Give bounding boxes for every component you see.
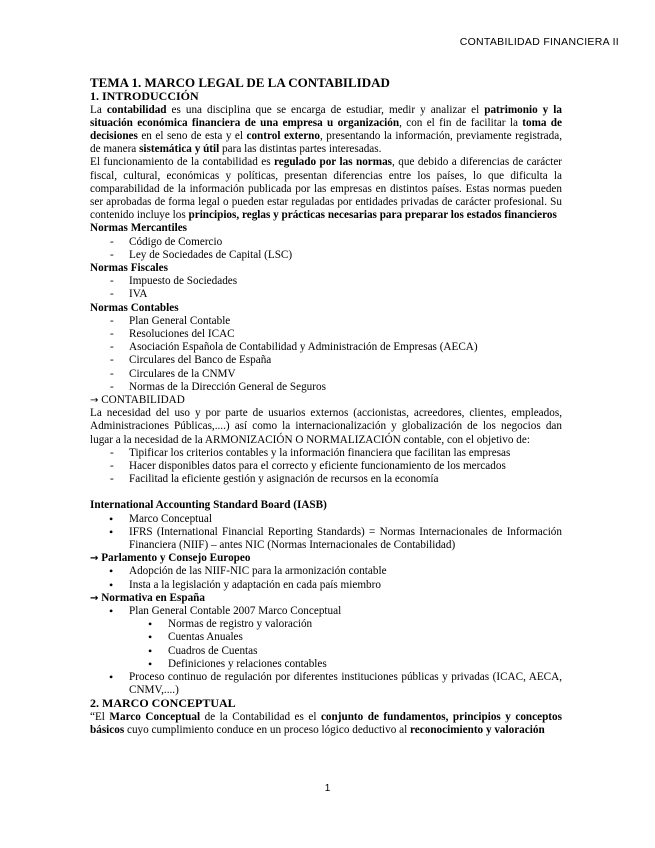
- normas-contables-heading: Normas Contables: [90, 301, 179, 314]
- iasb-list: [90, 513, 562, 553]
- list-item: - Ley de Sociedades de Capital (LSC): [90, 249, 562, 262]
- section-heading-marco-conceptual: 2. MARCO CONCEPTUAL: [90, 696, 236, 711]
- contabilidad-paragraph: La necesidad del uso y por parte de usuarios externos (accionistas, acreedores, clientes, empleados, Administraciones Públicas,....) así como la internacionalización y globalización de los negocios dan lugar a la necesidad de la ARMONIZACIÓN O NORMALIZACIÓN contable, con el objetivo de:: [90, 407, 562, 446]
- marco-conceptual-paragraph: “El Marco Conceptual de la Contabilidad es el conjunto de fundamentos, principios y conceptos básicos cuyo cumplimiento conduce en un proceso lógico deductivo al reconocimiento y valoración: [90, 710, 562, 737]
- list-item: - Plan General Contable: [90, 315, 562, 328]
- parlamento-heading: → Parlamento y Consejo Europeo: [90, 552, 251, 565]
- parlamento-list: [90, 565, 562, 591]
- list-item: - Facilitad la eficiente gestión y asignación de recursos en la economía: [90, 473, 562, 486]
- arrow-right-icon: →: [90, 394, 99, 406]
- list-item: • Cuadros de Cuentas: [90, 645, 562, 658]
- list-item: - Código de Comercio: [90, 236, 562, 249]
- list-item: • Insta a la legislación y adaptación en cada país miembro: [90, 579, 562, 592]
- normativa-sublist: [90, 618, 562, 671]
- list-item: • Normas de registro y valoración: [90, 618, 562, 631]
- document-title: TEMA 1. MARCO LEGAL DE LA CONTABILIDAD: [90, 75, 390, 90]
- arrow-right-icon: →: [90, 553, 99, 565]
- intro-paragraph-1: La contabilidad es una disciplina que se encarga de estudiar, medir y analizar el patrimonio y la situación económica financiera de una empresa u organización, con el fin de facilitar la toma de decisiones en el seno de esta y el control externo, presentando la información, previamente registrada, de manera sistemática y útil para las distintas partes interesadas.: [90, 103, 563, 156]
- normas-fiscales-heading: Normas Fiscales: [90, 261, 168, 274]
- contabilidad-objetivos-list: [90, 447, 562, 487]
- list-item: - IVA: [90, 288, 562, 301]
- list-item: - Circulares del Banco de España: [90, 354, 562, 367]
- list-item: • Plan General Contable 2007 Marco Conceptual: [90, 605, 562, 618]
- list-item: • Adopción de las NIIF-NIC para la armonización contable: [90, 565, 562, 578]
- normas-mercantiles-heading: Normas Mercantiles: [90, 222, 188, 235]
- list-item: • Cuentas Anuales: [90, 631, 562, 644]
- list-item: - Tipificar los criterios contables y la información financiera que facilitan las empresas: [90, 447, 562, 460]
- contabilidad-heading: → CONTABILIDAD: [90, 393, 185, 406]
- list-item: - Hacer disponibles datos para el correcto y eficiente funcionamiento de los mercados: [90, 460, 562, 473]
- list-item: - Impuesto de Sociedades: [90, 275, 562, 288]
- normativa-list: [90, 605, 562, 618]
- intro-paragraph-2: El funcionamiento de la contabilidad es regulado por las normas, que debido a diferencias de carácter fiscal, cultural, económicas y políticas, presentan diferencias entre los países, lo que dificulta la comparabilidad de la información publicada por las empresas en distintos países. Estas normas pueden ser aprobadas de forma legal o pueden estar reguladas por entidades privadas de carácter profesional. Su contenido incluye los principios, reglas y prácticas necesarias para preparar los estados financieros: [90, 156, 563, 222]
- list-item: - Resoluciones del ICAC: [90, 328, 562, 341]
- section-heading-introduccion: 1. INTRODUCCIÓN: [90, 89, 199, 103]
- list-item: • Marco Conceptual: [90, 513, 562, 526]
- normas-contables-list: [90, 315, 562, 394]
- list-item: - Normas de la Dirección General de Seguros: [90, 381, 562, 394]
- document-body: [90, 76, 562, 737]
- normativa-list-2: [90, 671, 562, 697]
- list-item: - Asociación Española de Contabilidad y Administración de Empresas (AECA): [90, 341, 562, 354]
- normas-mercantiles-list: [90, 236, 562, 262]
- arrow-right-icon: →: [90, 592, 99, 604]
- list-item: • IFRS (International Financial Reporting Standards) = Normas Internacionales de Información Financiera (NIIF) – antes NIC (Normas Internacionales de Contabilidad): [90, 526, 562, 552]
- normativa-heading: → Normativa en España: [90, 591, 205, 604]
- list-item: • Definiciones y relaciones contables: [90, 658, 562, 671]
- iasb-heading: International Accounting Standard Board (IASB): [90, 499, 327, 512]
- running-header: CONTABILIDAD FINANCIERA II: [459, 36, 619, 48]
- normas-fiscales-list: [90, 275, 562, 301]
- list-item: • Proceso continuo de regulación por diferentes instituciones públicas y privadas (ICAC, AECA, CNMV,....): [90, 671, 562, 697]
- page-number: 1: [324, 783, 331, 794]
- list-item: - Circulares de la CNMV: [90, 368, 562, 381]
